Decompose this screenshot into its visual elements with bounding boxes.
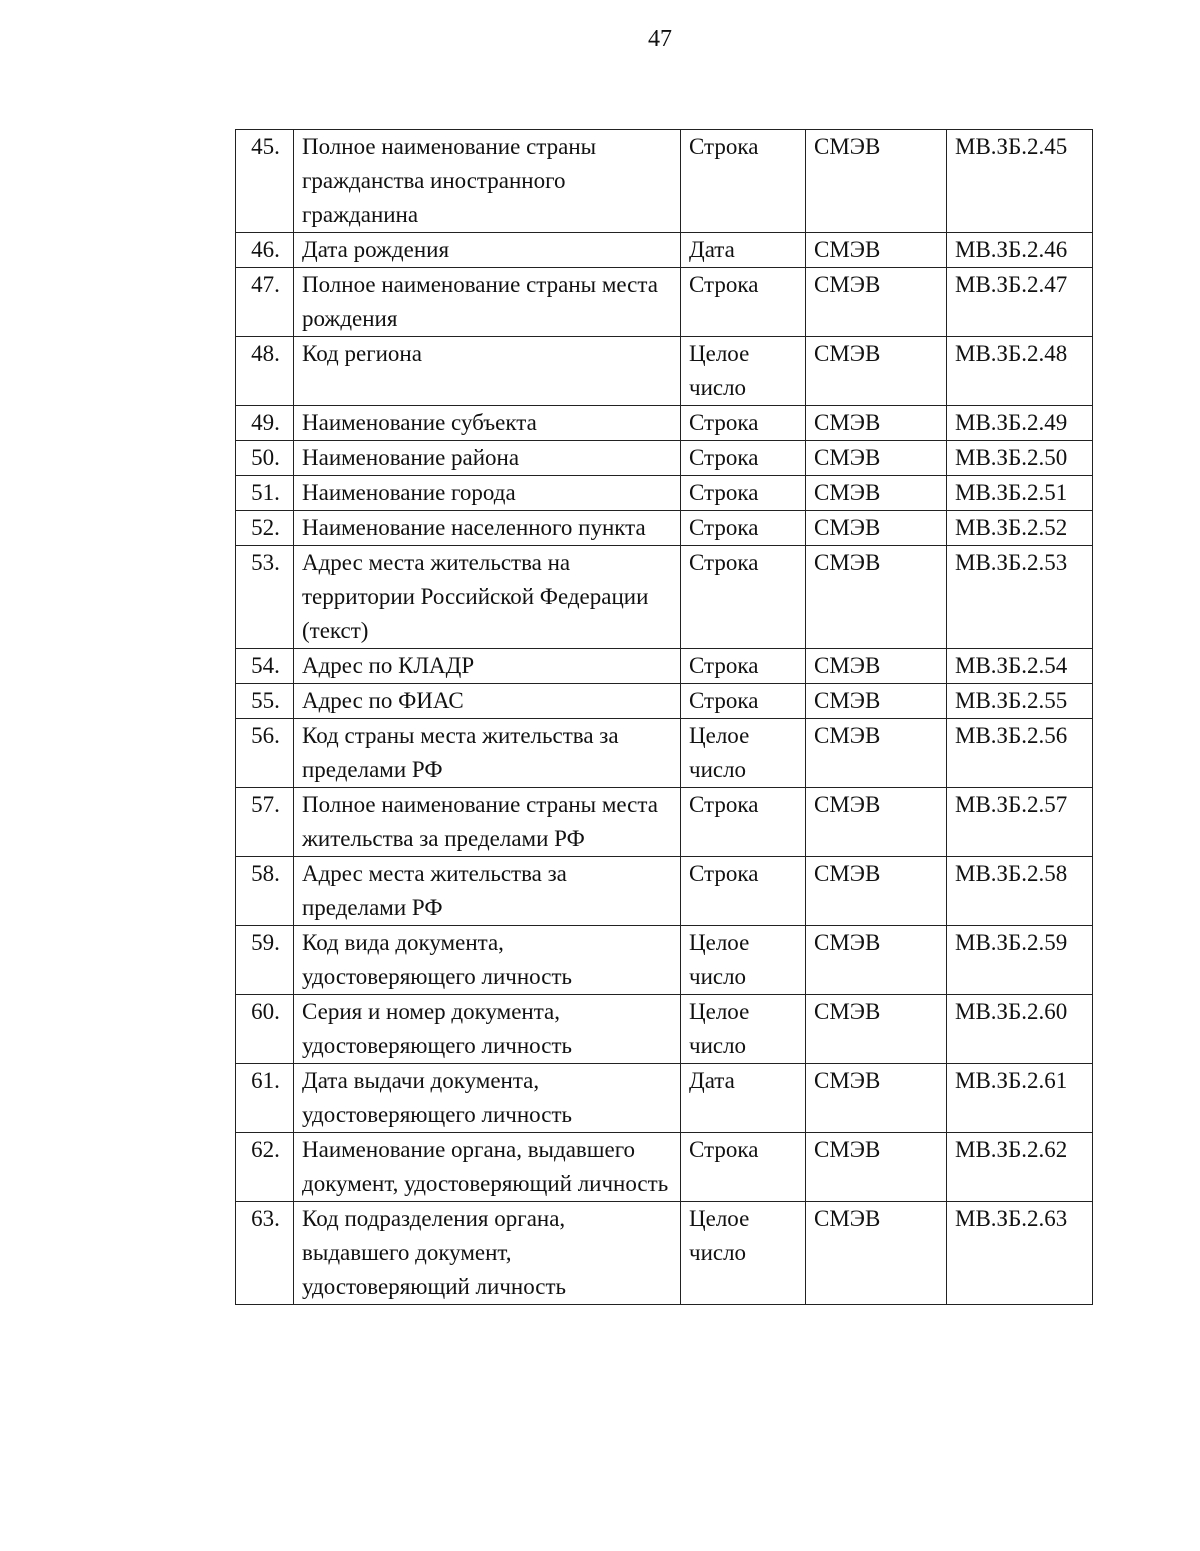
- attribute-name: Наименование района: [294, 441, 681, 476]
- data-source: СМЭВ: [806, 406, 947, 441]
- row-number: 49.: [236, 406, 294, 441]
- attribute-code: МВ.ЗБ.2.48: [947, 337, 1093, 406]
- attribute-code: МВ.ЗБ.2.46: [947, 233, 1093, 268]
- data-type: Строка: [681, 476, 806, 511]
- row-number: 46.: [236, 233, 294, 268]
- table-row: [236, 441, 1093, 476]
- row-number: 47.: [236, 268, 294, 337]
- table-row: [236, 788, 1093, 857]
- table-row: [236, 719, 1093, 788]
- data-source: СМЭВ: [806, 719, 947, 788]
- table-row: [236, 130, 1093, 233]
- table-row: [236, 857, 1093, 926]
- data-source: СМЭВ: [806, 684, 947, 719]
- attribute-code: МВ.ЗБ.2.59: [947, 926, 1093, 995]
- row-number: 62.: [236, 1133, 294, 1202]
- attribute-name: Адрес по ФИАС: [294, 684, 681, 719]
- table-body: [236, 130, 1093, 1305]
- data-source: СМЭВ: [806, 511, 947, 546]
- attribute-name: Адрес места жительства на территории Российской Федерации (текст): [294, 546, 681, 649]
- attribute-code: МВ.ЗБ.2.45: [947, 130, 1093, 233]
- row-number: 59.: [236, 926, 294, 995]
- data-source: СМЭВ: [806, 546, 947, 649]
- data-source: СМЭВ: [806, 857, 947, 926]
- attribute-name: Код вида документа, удостоверяющего личность: [294, 926, 681, 995]
- row-number: 56.: [236, 719, 294, 788]
- table-row: [236, 268, 1093, 337]
- attribute-code: МВ.ЗБ.2.60: [947, 995, 1093, 1064]
- table-row: [236, 1064, 1093, 1133]
- data-type: Дата: [681, 1064, 806, 1133]
- attribute-name: Полное наименование страны гражданства иностранного гражданина: [294, 130, 681, 233]
- data-type: Строка: [681, 649, 806, 684]
- attribute-name: Код региона: [294, 337, 681, 406]
- table-row: [236, 511, 1093, 546]
- row-number: 55.: [236, 684, 294, 719]
- row-number: 57.: [236, 788, 294, 857]
- attribute-code: МВ.ЗБ.2.50: [947, 441, 1093, 476]
- attribute-name: Дата выдачи документа, удостоверяющего личность: [294, 1064, 681, 1133]
- data-type: Целое число: [681, 719, 806, 788]
- attribute-code: МВ.ЗБ.2.61: [947, 1064, 1093, 1133]
- row-number: 51.: [236, 476, 294, 511]
- table-row: [236, 233, 1093, 268]
- table-row: [236, 406, 1093, 441]
- data-type: Строка: [681, 857, 806, 926]
- attribute-code: МВ.ЗБ.2.62: [947, 1133, 1093, 1202]
- attribute-code: МВ.ЗБ.2.57: [947, 788, 1093, 857]
- table-row: [236, 649, 1093, 684]
- attribute-code: МВ.ЗБ.2.56: [947, 719, 1093, 788]
- table-row: [236, 476, 1093, 511]
- attribute-code: МВ.ЗБ.2.54: [947, 649, 1093, 684]
- data-source: СМЭВ: [806, 926, 947, 995]
- row-number: 63.: [236, 1202, 294, 1305]
- data-source: СМЭВ: [806, 476, 947, 511]
- table-row: [236, 995, 1093, 1064]
- attribute-name: Полное наименование страны места рождения: [294, 268, 681, 337]
- attribute-name: Наименование субъекта: [294, 406, 681, 441]
- table-row: [236, 337, 1093, 406]
- data-source: СМЭВ: [806, 268, 947, 337]
- attribute-name: Наименование органа, выдавшего документ, удостоверяющий личность: [294, 1133, 681, 1202]
- attribute-code: МВ.ЗБ.2.55: [947, 684, 1093, 719]
- table-row: [236, 1202, 1093, 1305]
- data-type: Строка: [681, 406, 806, 441]
- attribute-code: МВ.ЗБ.2.53: [947, 546, 1093, 649]
- data-source: СМЭВ: [806, 1064, 947, 1133]
- page-number: 47: [648, 26, 672, 52]
- attribute-name: Код страны места жительства за пределами РФ: [294, 719, 681, 788]
- data-source: СМЭВ: [806, 1133, 947, 1202]
- attribute-name: Наименование населенного пункта: [294, 511, 681, 546]
- table-row: [236, 684, 1093, 719]
- attribute-name: Адрес места жительства за пределами РФ: [294, 857, 681, 926]
- table-row: [236, 926, 1093, 995]
- row-number: 48.: [236, 337, 294, 406]
- row-number: 50.: [236, 441, 294, 476]
- table-row: [236, 546, 1093, 649]
- attribute-code: МВ.ЗБ.2.52: [947, 511, 1093, 546]
- data-type: Строка: [681, 268, 806, 337]
- attribute-code: МВ.ЗБ.2.47: [947, 268, 1093, 337]
- row-number: 52.: [236, 511, 294, 546]
- data-source: СМЭВ: [806, 233, 947, 268]
- data-type: Строка: [681, 1133, 806, 1202]
- attribute-name: Код подразделения органа, выдавшего документ, удостоверяющий личность: [294, 1202, 681, 1305]
- attribute-name: Дата рождения: [294, 233, 681, 268]
- data-source: СМЭВ: [806, 788, 947, 857]
- row-number: 60.: [236, 995, 294, 1064]
- row-number: 61.: [236, 1064, 294, 1133]
- attributes-table: [235, 129, 1093, 1305]
- table-row: [236, 1133, 1093, 1202]
- row-number: 53.: [236, 546, 294, 649]
- data-type: Строка: [681, 511, 806, 546]
- data-type: Целое число: [681, 995, 806, 1064]
- row-number: 58.: [236, 857, 294, 926]
- data-type: Строка: [681, 546, 806, 649]
- attribute-name: Наименование города: [294, 476, 681, 511]
- data-type: Целое число: [681, 1202, 806, 1305]
- data-type: Строка: [681, 788, 806, 857]
- attribute-code: МВ.ЗБ.2.63: [947, 1202, 1093, 1305]
- data-source: СМЭВ: [806, 337, 947, 406]
- row-number: 45.: [236, 130, 294, 233]
- row-number: 54.: [236, 649, 294, 684]
- data-source: СМЭВ: [806, 995, 947, 1064]
- data-source: СМЭВ: [806, 130, 947, 233]
- attribute-code: МВ.ЗБ.2.58: [947, 857, 1093, 926]
- data-type: Строка: [681, 441, 806, 476]
- data-type: Строка: [681, 684, 806, 719]
- attribute-name: Серия и номер документа, удостоверяющего личность: [294, 995, 681, 1064]
- attribute-name: Полное наименование страны места жительства за пределами РФ: [294, 788, 681, 857]
- data-type: Целое число: [681, 926, 806, 995]
- data-type: Целое число: [681, 337, 806, 406]
- data-source: СМЭВ: [806, 441, 947, 476]
- data-type: Дата: [681, 233, 806, 268]
- data-source: СМЭВ: [806, 649, 947, 684]
- attribute-name: Адрес по КЛАДР: [294, 649, 681, 684]
- data-source: СМЭВ: [806, 1202, 947, 1305]
- data-type: Строка: [681, 130, 806, 233]
- attribute-code: МВ.ЗБ.2.49: [947, 406, 1093, 441]
- attribute-code: МВ.ЗБ.2.51: [947, 476, 1093, 511]
